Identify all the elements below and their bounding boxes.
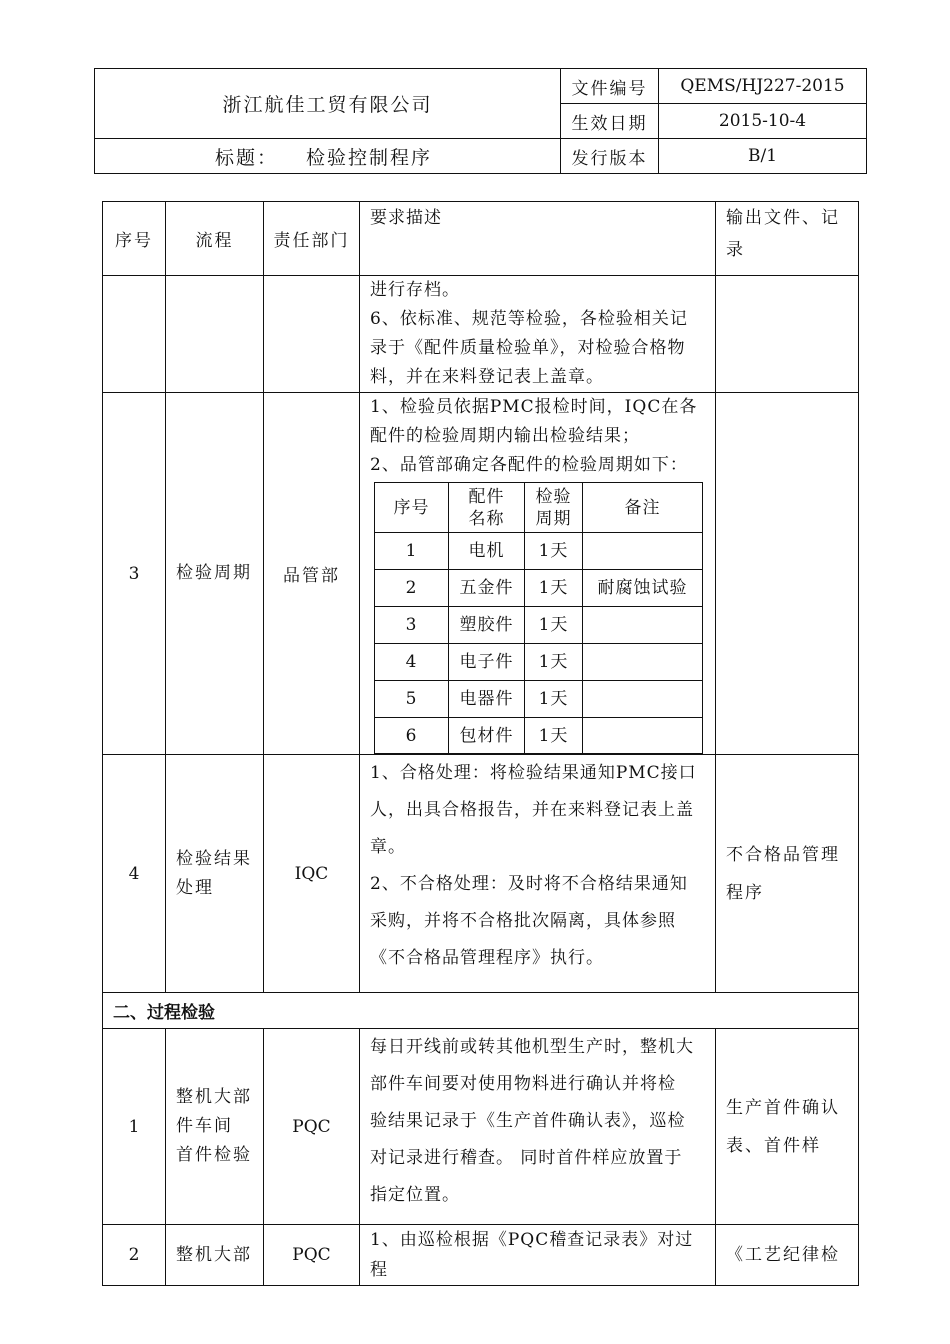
process-line: 首件检验	[176, 1145, 252, 1165]
inner-header-row	[375, 483, 703, 533]
cell-dept: PQC	[264, 1225, 360, 1286]
cell-desc: 1、由巡检根据《PQC稽查记录表》对过程	[360, 1225, 716, 1286]
table-row	[103, 1029, 859, 1225]
table-row	[103, 276, 859, 393]
cell-dept: 品管部	[264, 393, 360, 755]
cell-output	[716, 755, 859, 993]
effective-date-value: 2015-10-4	[659, 104, 867, 139]
desc-line: 采购，并将不合格批次隔离，具体参照	[370, 911, 676, 931]
cell-no: 4	[103, 755, 166, 993]
section-row	[103, 993, 859, 1029]
process-line: 整机大部	[176, 1087, 252, 1107]
cell-desc	[360, 1029, 716, 1225]
output-line: 不合格品管理	[726, 844, 840, 865]
cell-dept: PQC	[264, 1029, 360, 1225]
desc-line: 对记录进行稽查。 同时首件样应放置于	[370, 1148, 683, 1168]
inner-cell-no: 1	[375, 533, 449, 570]
table-header-row	[103, 202, 859, 276]
inner-cell-note: 耐腐蚀试验	[583, 570, 703, 607]
inner-cell-note	[583, 681, 703, 718]
inner-cell-period: 1天	[525, 644, 583, 681]
table-row	[103, 755, 859, 993]
inner-header-period-line: 周期	[535, 508, 572, 529]
inner-header-period	[525, 483, 583, 533]
desc-line: 6、依标准、规范等检验，各检验相关记	[370, 309, 688, 329]
col-header-no: 序号	[103, 202, 166, 276]
title-label: 标题：	[215, 146, 279, 169]
inner-cell-period: 1天	[525, 718, 583, 754]
desc-line: 验结果记录于《生产首件确认表》，巡检	[370, 1111, 686, 1131]
inner-cell-name: 五金件	[449, 570, 525, 607]
effective-date-label: 生效日期	[561, 104, 659, 139]
inner-cell-no: 5	[375, 681, 449, 718]
cell-no	[103, 276, 166, 393]
inner-row	[375, 570, 703, 607]
inner-cell-period: 1天	[525, 607, 583, 644]
inner-cell-name: 塑胶件	[449, 607, 525, 644]
desc-line: 指定位置。	[370, 1185, 460, 1205]
inner-row	[375, 718, 703, 754]
cell-dept: IQC	[264, 755, 360, 993]
col-header-output	[716, 202, 859, 276]
inner-cell-name: 包材件	[449, 718, 525, 754]
desc-line: 料，并在来料登记表上盖章。	[370, 367, 604, 387]
inner-cell-no: 4	[375, 644, 449, 681]
inner-cell-note	[583, 533, 703, 570]
output-line: 生产首件确认	[726, 1097, 840, 1118]
version-value: B/1	[659, 139, 867, 174]
inner-row	[375, 607, 703, 644]
inner-cell-note	[583, 607, 703, 644]
inner-cell-period: 1天	[525, 681, 583, 718]
inner-row	[375, 644, 703, 681]
inner-cell-name: 电器件	[449, 681, 525, 718]
cell-output	[716, 276, 859, 393]
inner-row	[375, 533, 703, 570]
cell-process	[166, 276, 264, 393]
inner-row	[375, 681, 703, 718]
cell-no: 3	[103, 393, 166, 755]
process-line: 处理	[176, 877, 214, 898]
company-name: 浙江航佳工贸有限公司	[95, 69, 561, 139]
desc-line: 2、品管部确定各配件的检验周期如下：	[370, 455, 688, 475]
inner-cell-note	[583, 644, 703, 681]
desc-line: 1、检验员依据PMC报检时间，IQC在各	[370, 397, 698, 417]
section-heading: 二、过程检验	[103, 993, 859, 1029]
desc-line: 1、合格处理：将检验结果通知PMC接口	[370, 763, 697, 783]
document-header	[94, 68, 867, 174]
cell-no: 2	[103, 1225, 166, 1286]
desc-line: 章。	[370, 837, 406, 857]
inner-cell-name: 电机	[449, 533, 525, 570]
inner-header-note: 备注	[583, 483, 703, 533]
inner-cell-note	[583, 718, 703, 754]
cell-process	[166, 755, 264, 993]
table-row	[103, 1225, 859, 1286]
inner-header-name-line: 配件	[468, 486, 505, 507]
desc-line: 录于《配件质量检验单》，对检验合格物	[370, 338, 686, 358]
table-row	[103, 393, 859, 755]
inner-header-name	[449, 483, 525, 533]
inner-cell-name: 电子件	[449, 644, 525, 681]
cell-desc	[360, 755, 716, 993]
inner-cell-no: 3	[375, 607, 449, 644]
inspection-period-table	[374, 482, 703, 754]
cell-output: 《工艺纪律检	[716, 1225, 859, 1286]
output-line: 表、首件样	[726, 1135, 821, 1156]
document-title-cell	[95, 139, 561, 174]
inner-header-no: 序号	[375, 483, 449, 533]
desc-line: 每日开线前或转其他机型生产时，整机大	[370, 1037, 694, 1057]
process-line: 检验结果	[176, 848, 252, 869]
cell-desc	[360, 393, 716, 755]
cell-no: 1	[103, 1029, 166, 1225]
cell-process: 整机大部	[166, 1225, 264, 1286]
document-title: 检验控制程序	[306, 146, 433, 169]
procedure-table	[102, 201, 859, 1286]
inner-header-name-line: 名称	[468, 508, 505, 529]
cell-desc	[360, 276, 716, 393]
desc-line: 部件车间要对使用物料进行确认并将检	[370, 1074, 676, 1094]
version-label: 发行版本	[561, 139, 659, 174]
desc-line: 《不合格品管理程序》执行。	[370, 948, 604, 968]
output-line: 程序	[726, 882, 764, 903]
process-line: 件车间	[176, 1116, 233, 1136]
col-header-desc: 要求描述	[360, 202, 716, 276]
desc-line: 2、不合格处理：及时将不合格结果通知	[370, 874, 688, 894]
inner-cell-period: 1天	[525, 533, 583, 570]
doc-no-value: QEMS/HJ227-2015	[659, 69, 867, 104]
doc-no-label: 文件编号	[561, 69, 659, 104]
desc-line: 人，出具合格报告，并在来料登记表上盖	[370, 800, 694, 820]
desc-line: 配件的检验周期内输出检验结果；	[370, 426, 640, 446]
cell-process: 检验周期	[166, 393, 264, 755]
cell-output	[716, 393, 859, 755]
inner-cell-period: 1天	[525, 570, 583, 607]
cell-process	[166, 1029, 264, 1225]
inner-cell-no: 6	[375, 718, 449, 754]
cell-dept	[264, 276, 360, 393]
cell-output	[716, 1029, 859, 1225]
col-header-dept: 责任部门	[264, 202, 360, 276]
col-header-output-line: 录	[726, 240, 745, 260]
desc-line: 进行存档。	[370, 280, 460, 300]
inner-header-period-line: 检验	[535, 486, 572, 507]
inner-cell-no: 2	[375, 570, 449, 607]
col-header-output-line: 输出文件、记	[726, 208, 840, 228]
col-header-process: 流程	[166, 202, 264, 276]
